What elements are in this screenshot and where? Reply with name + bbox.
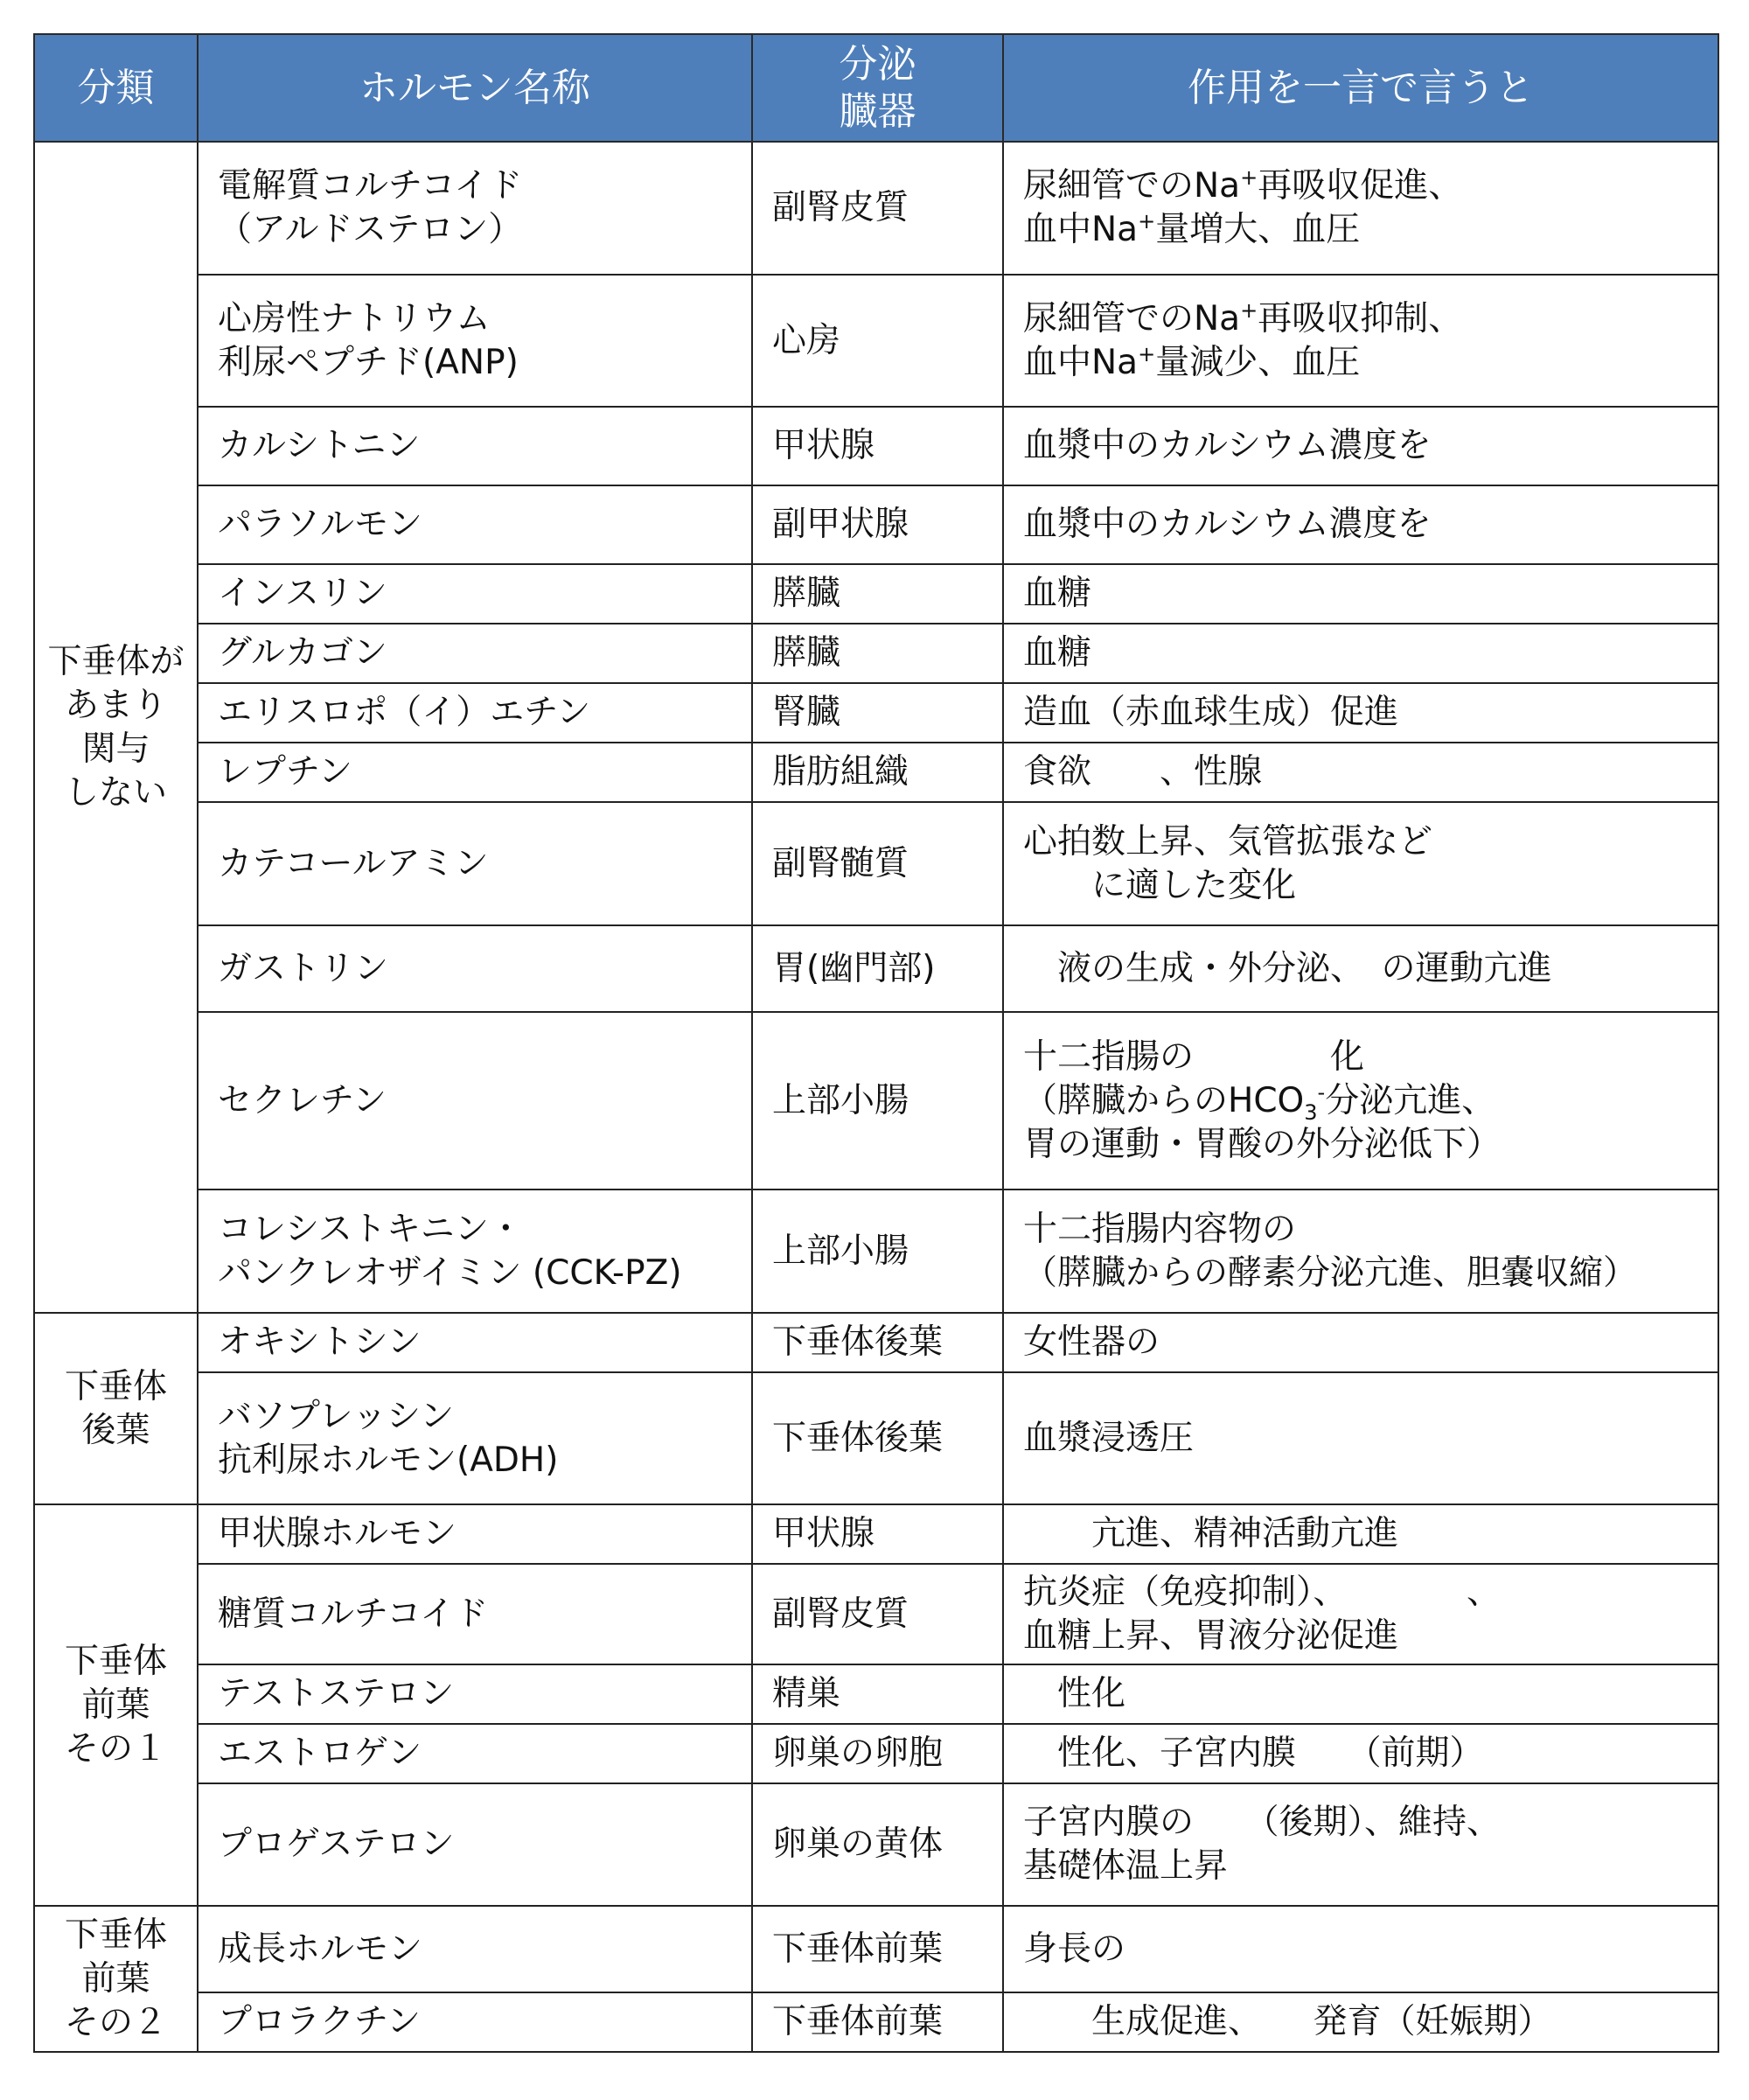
action-cell: 食欲 、性腺 [1003, 743, 1718, 802]
hormone-name-cell: エストロゲン [198, 1724, 752, 1783]
table-row [34, 743, 1718, 802]
action-cell: 造血（赤血球生成）促進 [1003, 683, 1718, 743]
action-text: 量減少、血圧 [1155, 342, 1361, 382]
secreting-organ-cell: 下垂体前葉 [752, 1992, 1003, 2052]
secreting-organ-cell: 膵臓 [752, 564, 1003, 624]
action-cell: 性化 [1003, 1664, 1718, 1724]
secreting-organ-cell: 卵巣の卵胞 [752, 1724, 1003, 1783]
secreting-organ-cell: 卵巣の黄体 [752, 1783, 1003, 1906]
secreting-organ-cell: 腎臓 [752, 683, 1003, 743]
hormone-name-cell: コレシストキニン・ パンクレオザイミン (CCK-PZ) [198, 1190, 752, 1313]
action-cell: 十二指腸内容物の （膵臓からの酵素分泌亢進、胆嚢収縮） [1003, 1190, 1718, 1313]
secreting-organ-cell: 甲状腺 [752, 407, 1003, 485]
table-row [34, 142, 1718, 275]
hormone-name-cell: 心房性ナトリウム 利尿ペプチド(ANP) [198, 275, 752, 407]
hormone-name-cell: グルカゴン [198, 624, 752, 683]
table-row [34, 1992, 1718, 2052]
table-body [34, 142, 1718, 2052]
hormone-name-cell: プロゲステロン [198, 1783, 752, 1906]
table-row [34, 564, 1718, 624]
table-row [34, 407, 1718, 485]
hormone-name-cell: カテコールアミン [198, 802, 752, 925]
hormone-name-cell: 成長ホルモン [198, 1906, 752, 1992]
table-row [34, 1313, 1718, 1372]
superscript: + [1138, 341, 1156, 366]
table-row [34, 1564, 1718, 1664]
table-row [34, 1906, 1718, 1992]
secreting-organ-cell: 胃(幽門部) [752, 925, 1003, 1012]
action-cell: 血漿中のカルシウム濃度を [1003, 485, 1718, 564]
secreting-organ-cell: 精巣 [752, 1664, 1003, 1724]
table-row [34, 1372, 1718, 1504]
action-cell [1003, 275, 1718, 407]
category-cell: 下垂体が あまり 関与 しない [34, 142, 198, 1313]
table-row [34, 485, 1718, 564]
table-row [34, 1190, 1718, 1313]
action-cell: 生成促進、 発育（妊娠期） [1003, 1992, 1718, 2052]
header-action-summary: 作用を一言で言うと [1003, 34, 1718, 142]
action-text: 尿細管でのNa [1023, 298, 1241, 338]
superscript: + [1240, 165, 1258, 190]
table-row [34, 1724, 1718, 1783]
superscript: + [1240, 297, 1258, 323]
header-hormone-name: ホルモン名称 [198, 34, 752, 142]
category-cell: 下垂体 前葉 その２ [34, 1906, 198, 2052]
subscript: 3 [1304, 1099, 1318, 1125]
action-cell [1003, 142, 1718, 275]
action-text: 量増大、血圧 [1155, 210, 1361, 249]
action-text: 再吸収抑制、 血中Na [1023, 298, 1463, 382]
hormone-name-cell: カルシトニン [198, 407, 752, 485]
table-row [34, 1783, 1718, 1906]
hormone-name-cell: ガストリン [198, 925, 752, 1012]
action-cell: 血漿浸透圧 [1003, 1372, 1718, 1504]
action-cell: 血糖 [1003, 624, 1718, 683]
secreting-organ-cell: 脂肪組織 [752, 743, 1003, 802]
hormone-name-cell: プロラクチン [198, 1992, 752, 2052]
action-cell: 液の生成・外分泌、 の運動亢進 [1003, 925, 1718, 1012]
hormone-name-cell: レプチン [198, 743, 752, 802]
category-cell: 下垂体 後葉 [34, 1313, 198, 1504]
secreting-organ-cell: 甲状腺 [752, 1504, 1003, 1564]
hormone-name-cell: パラソルモン [198, 485, 752, 564]
table-row [34, 1504, 1718, 1564]
action-cell: 子宮内膜の （後期）、維持、 基礎体温上昇 [1003, 1783, 1718, 1906]
table-row [34, 683, 1718, 743]
action-text: 再吸収促進、 血中Na [1023, 166, 1463, 249]
hormone-name-cell: 甲状腺ホルモン [198, 1504, 752, 1564]
table-row [34, 1012, 1718, 1190]
hormone-name-cell: 電解質コルチコイド （アルドステロン） [198, 142, 752, 275]
secreting-organ-cell: 副腎皮質 [752, 1564, 1003, 1664]
superscript: - [1317, 1079, 1326, 1105]
hormone-name-cell: エリスロポ（イ）エチン [198, 683, 752, 743]
table-row [34, 925, 1718, 1012]
secreting-organ-cell: 副甲状腺 [752, 485, 1003, 564]
hormone-name-cell: テストステロン [198, 1664, 752, 1724]
hormone-name-cell: インスリン [198, 564, 752, 624]
hormone-name-cell: オキシトシン [198, 1313, 752, 1372]
action-text: 十二指腸の 化 （膵臓からのHCO [1023, 1036, 1365, 1120]
table-row [34, 624, 1718, 683]
action-cell: 亢進、精神活動亢進 [1003, 1504, 1718, 1564]
hormone-name-cell: 糖質コルチコイド [198, 1564, 752, 1664]
category-cell: 下垂体 前葉 その１ [34, 1504, 198, 1906]
header-secreting-organ: 分泌 臓器 [752, 34, 1003, 142]
secreting-organ-cell: 下垂体後葉 [752, 1313, 1003, 1372]
secreting-organ-cell: 下垂体前葉 [752, 1906, 1003, 1992]
action-cell: 心拍数上昇、気管拡張など に適した変化 [1003, 802, 1718, 925]
secreting-organ-cell: 下垂体後葉 [752, 1372, 1003, 1504]
action-cell: 身長の [1003, 1906, 1718, 1992]
action-text: 分泌亢進、 胃の運動・胃酸の外分泌低下） [1023, 1080, 1502, 1164]
action-cell: 血漿中のカルシウム濃度を [1003, 407, 1718, 485]
secreting-organ-cell: 上部小腸 [752, 1012, 1003, 1190]
action-cell: 性化、子宮内膜 （前期） [1003, 1724, 1718, 1783]
hormone-name-cell: バソプレッシン 抗利尿ホルモン(ADH) [198, 1372, 752, 1504]
hormone-name-cell: セクレチン [198, 1012, 752, 1190]
table-row [34, 1664, 1718, 1724]
secreting-organ-cell: 上部小腸 [752, 1190, 1003, 1313]
secreting-organ-cell: 副腎髄質 [752, 802, 1003, 925]
secreting-organ-cell: 膵臓 [752, 624, 1003, 683]
action-cell: 抗炎症（免疫抑制）、 、 血糖上昇、胃液分泌促進 [1003, 1564, 1718, 1664]
secreting-organ-cell: 心房 [752, 275, 1003, 407]
secreting-organ-cell: 副腎皮質 [752, 142, 1003, 275]
action-cell: 血糖 [1003, 564, 1718, 624]
header-row [34, 34, 1718, 142]
action-text: 尿細管でのNa [1023, 166, 1241, 206]
action-cell: 女性器の [1003, 1313, 1718, 1372]
header-category: 分類 [34, 34, 198, 142]
table-row [34, 275, 1718, 407]
hormone-table [33, 33, 1719, 2053]
action-cell [1003, 1012, 1718, 1190]
superscript: + [1138, 209, 1156, 234]
table-row [34, 802, 1718, 925]
